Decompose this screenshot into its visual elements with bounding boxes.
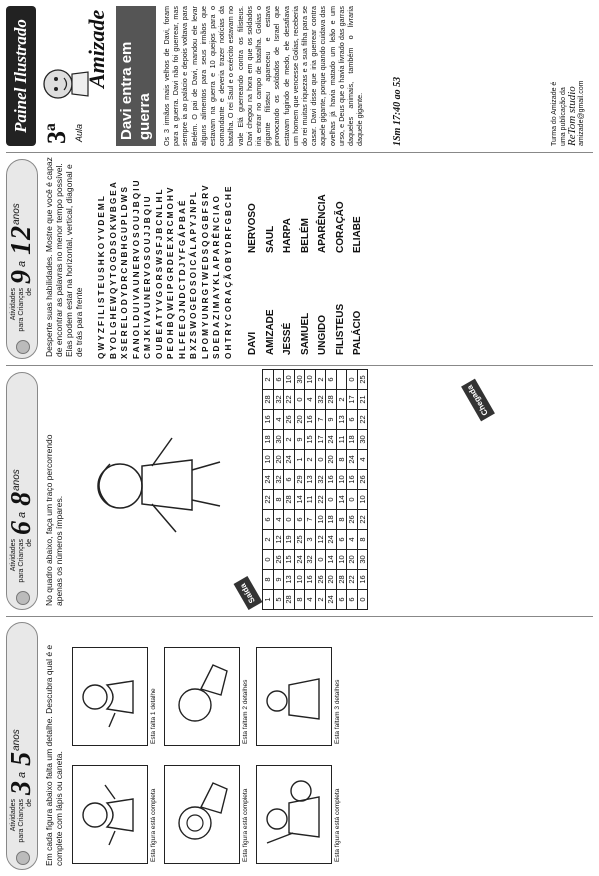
caption-6: Esta faltam 3 detalhes xyxy=(334,679,341,744)
maze-cell[interactable]: 28 xyxy=(284,590,295,610)
maze-cell[interactable]: 18 xyxy=(347,430,358,450)
instructions: Em cada figura abaixo falta um detalhe. Descubra qual é e complete com lápis ou caneta. xyxy=(44,644,64,866)
maze-row xyxy=(284,370,295,610)
maze-cell[interactable]: 28 xyxy=(284,490,295,510)
caption-3: Esta figura está completa xyxy=(242,788,249,862)
maze-cell[interactable]: 21 xyxy=(357,390,368,410)
maze-cell[interactable]: 16 xyxy=(305,410,316,430)
story-column xyxy=(0,0,599,152)
maze-cell[interactable]: 14 xyxy=(326,550,337,570)
maze-cell[interactable]: 32 xyxy=(273,390,284,410)
figure-missing-3[interactable] xyxy=(256,647,332,746)
header-caption: Atividades para Crianças de xyxy=(10,288,33,332)
maze-cell[interactable]: 2 xyxy=(305,450,316,470)
maze-cell[interactable]: 6 xyxy=(347,590,358,610)
maze-cell[interactable]: 22 xyxy=(347,570,358,590)
child-drawing-icon xyxy=(73,766,147,863)
maze-cell[interactable]: 11 xyxy=(336,430,347,450)
maze-cell[interactable]: 25 xyxy=(357,370,368,390)
maze-cell[interactable]: 16 xyxy=(305,570,316,590)
maze-cell[interactable]: 8 xyxy=(357,530,368,550)
maze-cell[interactable]: 17 xyxy=(315,430,326,450)
figure-complete-1 xyxy=(72,765,148,864)
word-list-item: FILISTEUS xyxy=(334,303,346,355)
bullet-icon xyxy=(16,851,30,865)
maze-cell[interactable]: 0 xyxy=(284,510,295,530)
maze-row xyxy=(336,370,347,610)
word-search-row[interactable]: XSERELODYDRCNBHGUPLDWS xyxy=(120,184,129,359)
maze-cell[interactable]: 18 xyxy=(263,430,274,450)
maze-cell[interactable]: 4 xyxy=(305,390,316,410)
word-search-row[interactable]: OHTRYCORAÇÃOBYDRFGBCHE xyxy=(223,184,233,359)
maze-cell[interactable]: 24 xyxy=(326,430,337,450)
word-search-row[interactable]: BXZSWOGEOSOICÁLAPYJNPL xyxy=(189,189,198,359)
word-list-right xyxy=(244,194,367,253)
maze-cell[interactable]: 30 xyxy=(273,430,284,450)
maze-cell[interactable]: 4 xyxy=(305,590,316,610)
maze-cell[interactable]: 22 xyxy=(315,490,326,510)
maze-cell[interactable]: 16 xyxy=(357,570,368,590)
maze-cell[interactable]: 15 xyxy=(305,430,316,450)
story-text: Os 3 irmãos mais velhos de Davi, foram para a guerra. Davi não foi guerrear, mas sempre ia ao palácio e depois voltava para Belém. O pai de Davi, mandou ele levar alguns alimentos para seus irmãos que estavam na guerra e 10 queijos para o comandante e deveria trazer notícias da batalha. O rei Saul e o exército estavam no vale Elá guerreando contra os filisteus. Davi chegou na hora em que os soldados iria entrar no campo de batalha. Golias o gigante filisteu apareceu e estava provocando os soldados de Israel que estavam fugindo de medo, ele desafiava um homem que vencesse Golias, receberia do rei muitas riquezas e a sua filha para se casar. Davi disse que iria guerrear contra aquele gigante, porque quando cuidava das ovelhas já havia matado um leão e um urso, e Deus que o havia livrado das garras daqueles animais, também o livraria daquele gigante. xyxy=(162,6,365,146)
age-separator: a xyxy=(16,260,28,267)
soldier-drawing-icon xyxy=(257,648,331,745)
word-list-item: SAUL xyxy=(264,225,276,253)
age-to: 8 xyxy=(6,490,37,506)
word-search-row[interactable]: OUBEATYVGORSWSFJBCNLHL xyxy=(154,187,164,359)
maze-cell[interactable]: 10 xyxy=(294,570,305,590)
maze-cell[interactable]: 7 xyxy=(315,410,326,430)
bullet-icon xyxy=(16,340,30,354)
maze-cell[interactable]: 8 xyxy=(273,490,284,510)
maze-cell[interactable]: 11 xyxy=(305,490,316,510)
age-from: 3 xyxy=(6,780,37,795)
maze-cell[interactable]: 0 xyxy=(315,450,326,470)
caption-4: Esta faltam 2 detalhes xyxy=(242,679,249,744)
word-search-row[interactable]: PEOHBQWEIPGRDEEXRCMOHV xyxy=(166,185,175,359)
maze-cell[interactable]: 20 xyxy=(347,550,358,570)
age-separator: a xyxy=(16,511,28,518)
maze-cell[interactable]: 8 xyxy=(263,570,274,590)
boy-drawing-icon xyxy=(80,416,230,556)
maze-cell[interactable]: 9 xyxy=(326,410,337,430)
maze-cell[interactable]: 30 xyxy=(357,550,368,570)
maze-cell[interactable]: 24 xyxy=(284,450,295,470)
word-search-row[interactable]: BYOLGHEWQYTOGDSOKWBGEA xyxy=(108,180,118,359)
word-list-left xyxy=(244,304,367,355)
word-list-item: NERVOSO xyxy=(247,203,258,253)
maze-cell[interactable]: 24 xyxy=(263,470,274,490)
maze-cell[interactable]: 10 xyxy=(336,550,347,570)
word-list-item: JESSÉ xyxy=(282,322,293,355)
word-search-row[interactable]: FANOLDUIVAUNERVOSOUJBQIU xyxy=(131,178,141,359)
age-from: 6 xyxy=(6,520,37,535)
figure-missing-1[interactable] xyxy=(72,647,148,746)
aula-number: 3ª xyxy=(42,123,71,144)
studio-logo: ReTom studio xyxy=(566,86,578,146)
footer-email: amizade@gmail.com xyxy=(578,80,585,146)
end-arrow: Chegada xyxy=(461,379,495,422)
word-list-item: DAVI xyxy=(247,331,258,355)
number-maze[interactable] xyxy=(262,369,368,610)
maze-cell[interactable]: 0 xyxy=(347,370,358,390)
maze-cell[interactable] xyxy=(336,370,347,390)
maze-cell[interactable]: 8 xyxy=(336,510,347,530)
bullet-icon xyxy=(16,591,30,605)
maze-cell[interactable]: 9 xyxy=(273,570,284,590)
maze-cell[interactable]: 13 xyxy=(284,570,295,590)
word-list-item: CORAÇÃO xyxy=(334,201,346,253)
maze-cell[interactable]: 20 xyxy=(326,450,337,470)
maze-cell[interactable]: 6 xyxy=(273,370,284,390)
maze-cell[interactable]: 6 xyxy=(347,410,358,430)
section-header xyxy=(6,159,38,359)
maze-cell[interactable]: 6 xyxy=(294,510,305,530)
maze-cell[interactable]: 20 xyxy=(294,410,305,430)
maze-cell[interactable]: 29 xyxy=(294,470,305,490)
maze-cell[interactable]: 10 xyxy=(315,510,326,530)
mascot-icon xyxy=(40,62,90,106)
maze-cell[interactable]: 26 xyxy=(273,550,284,570)
title-banner: Painel Ilustrado xyxy=(6,6,36,146)
word-list-item: APARÊNCIA xyxy=(317,194,328,253)
maze-cell[interactable]: 7 xyxy=(305,510,316,530)
header-caption: Atividades para Crianças de xyxy=(10,799,33,843)
maze-row xyxy=(357,370,368,610)
maze-cell[interactable]: 14 xyxy=(336,490,347,510)
maze-cell[interactable]: 16 xyxy=(326,470,337,490)
age-unit: anos xyxy=(10,729,22,751)
maze-cell[interactable]: 4 xyxy=(273,510,284,530)
word-search-row[interactable]: CMJKIVAUNERVOSOUJJBQIU xyxy=(143,194,152,359)
maze-cell[interactable]: 16 xyxy=(347,470,358,490)
word-list-item: HARPA xyxy=(282,218,293,253)
maze-cell[interactable]: 5 xyxy=(273,590,284,610)
maze-cell[interactable]: 24 xyxy=(294,550,305,570)
maze-row xyxy=(294,370,305,610)
maze-cell[interactable]: 12 xyxy=(273,530,284,550)
maze-row xyxy=(273,370,284,610)
section-header xyxy=(6,622,38,870)
divider xyxy=(6,616,593,617)
maze-cell[interactable]: 32 xyxy=(315,390,326,410)
instructions: Desperte suas habilidades. Mostre que você é capaz de encontrar as palavras no menor tempo possível. Elas podem estar na horizontal, vertical, diagonal e de trás para frente xyxy=(44,157,84,357)
maze-cell[interactable]: 13 xyxy=(336,410,347,430)
maze-cell[interactable]: 10 xyxy=(305,370,316,390)
age-to: 5 xyxy=(6,750,37,766)
maze-cell[interactable]: 28 xyxy=(326,390,337,410)
maze-cell[interactable]: 8 xyxy=(294,590,305,610)
scripture-reference: 1Sm 17:40 ao 53 xyxy=(392,76,403,146)
maze-cell[interactable]: 30 xyxy=(357,430,368,450)
maze-cell[interactable]: 26 xyxy=(284,410,295,430)
maze-cell[interactable]: 17 xyxy=(347,390,358,410)
maze-cell[interactable]: 20 xyxy=(326,570,337,590)
instructions: No quadro abaixo, faça um traço percorrendo apenas os números ímpares. xyxy=(44,434,64,606)
maze-row xyxy=(305,370,316,610)
maze-cell[interactable]: 0 xyxy=(347,490,358,510)
maze-row xyxy=(315,370,326,610)
maze-cell[interactable]: 22 xyxy=(357,510,368,530)
maze-cell[interactable]: 10 xyxy=(357,490,368,510)
maze-cell[interactable]: 22 xyxy=(357,410,368,430)
word-search-row[interactable]: SDEDAZIMAYKLAPARÊNCIAO xyxy=(212,194,221,359)
age-separator: a xyxy=(16,771,28,778)
word-list-item: PALÁCIO xyxy=(352,310,363,355)
maze-cell[interactable]: 32 xyxy=(273,470,284,490)
maze-cell[interactable]: 32 xyxy=(315,470,326,490)
lesson-title: Davi entra em guerra xyxy=(116,6,156,146)
soldier-drawing-icon xyxy=(257,766,331,863)
lion-drawing-icon xyxy=(165,648,239,745)
maze-row xyxy=(347,370,358,610)
maze-row xyxy=(263,370,274,610)
maze-cell[interactable]: 10 xyxy=(284,370,295,390)
caption-1: Esta figura está completa xyxy=(150,788,157,862)
footer-line-1: Turma do Amizade é xyxy=(551,81,558,146)
word-search-row[interactable]: LPOMYUNRGTWEDSQOGBFSRV xyxy=(200,183,210,359)
maze-cell[interactable]: 18 xyxy=(326,510,337,530)
maze-cell[interactable]: 10 xyxy=(263,450,274,470)
section-3-5-anos xyxy=(0,616,599,876)
footer xyxy=(550,6,586,146)
logo-text: Amizade xyxy=(84,9,109,88)
maze-cell[interactable]: 4 xyxy=(347,530,358,550)
maze-cell[interactable]: 25 xyxy=(294,530,305,550)
maze-cell[interactable]: 2 xyxy=(263,530,274,550)
age-from: 9 xyxy=(6,269,37,284)
maze-cell[interactable]: 0 xyxy=(326,490,337,510)
aula-word: Aula xyxy=(74,123,84,142)
word-list-item: UNGIDO xyxy=(317,315,328,355)
maze-cell[interactable]: 15 xyxy=(284,550,295,570)
maze-cell[interactable]: 10 xyxy=(336,470,347,490)
maze-cell[interactable]: 12 xyxy=(315,530,326,550)
lion-drawing-icon xyxy=(165,766,239,863)
age-unit: anos xyxy=(10,469,22,491)
maze-cell[interactable]: 6 xyxy=(336,590,347,610)
maze-cell[interactable]: 6 xyxy=(284,470,295,490)
footer-line-2: uma publicação da xyxy=(560,87,567,146)
word-list-item: BELÉM xyxy=(299,218,311,253)
maze-cell[interactable]: 20 xyxy=(273,450,284,470)
child-drawing-icon xyxy=(73,648,147,745)
maze-cell[interactable]: 0 xyxy=(357,590,368,610)
divider xyxy=(6,365,593,366)
word-search-row[interactable]: QWYZFILISTEUSHKOYVDEML xyxy=(97,194,106,359)
maze-cell[interactable]: 6 xyxy=(326,370,337,390)
maze-cell[interactable]: 1 xyxy=(263,590,274,610)
maze-cell[interactable]: 0 xyxy=(263,550,274,570)
word-list-item: ELIABE xyxy=(352,216,363,253)
maze-cell[interactable]: 8 xyxy=(336,450,347,470)
maze-cell[interactable]: 26 xyxy=(347,510,358,530)
caption-2: Esta falta 1 detalhe xyxy=(150,688,157,744)
age-to: 12 xyxy=(6,224,37,255)
maze-cell[interactable]: 30 xyxy=(294,370,305,390)
maze-cell[interactable]: 2 xyxy=(315,370,326,390)
maze-cell[interactable]: 4 xyxy=(357,450,368,470)
word-list-item: AMIZADE xyxy=(264,309,276,355)
maze-cell[interactable]: 9 xyxy=(294,430,305,450)
maze-cell[interactable]: 22 xyxy=(284,390,295,410)
maze-row xyxy=(326,370,337,610)
maze-cell[interactable]: 26 xyxy=(315,570,326,590)
maze-cell[interactable]: 28 xyxy=(263,390,274,410)
maze-cell[interactable]: 24 xyxy=(347,450,358,470)
section-header xyxy=(6,372,38,610)
word-search-row[interactable]: HLFEEOJNDCTDJYFGÁPBAÉ xyxy=(177,198,187,359)
maze-cell[interactable]: 2 xyxy=(284,430,295,450)
maze-cell[interactable]: 28 xyxy=(336,570,347,590)
section-9-12-anos xyxy=(0,153,599,365)
caption-5: Esta figura está completa xyxy=(334,788,341,862)
maze-cell[interactable]: 3 xyxy=(305,530,316,550)
age-unit: anos xyxy=(10,203,22,225)
word-search-grid[interactable] xyxy=(96,155,234,359)
start-arrow: Saída xyxy=(234,576,263,610)
maze-cell[interactable]: 24 xyxy=(326,590,337,610)
header-caption: Atividades para Crianças de xyxy=(10,539,33,583)
word-list-item: SAMUEL xyxy=(299,312,311,355)
maze-cell[interactable]: 13 xyxy=(305,470,316,490)
maze-cell[interactable]: 24 xyxy=(326,530,337,550)
maze-cell[interactable]: 26 xyxy=(357,470,368,490)
maze-cell[interactable]: 2 xyxy=(336,390,347,410)
maze-cell[interactable]: 16 xyxy=(263,410,274,430)
figure-complete-2 xyxy=(164,765,240,864)
maze-cell[interactable]: 6 xyxy=(336,530,347,550)
figure-missing-2[interactable] xyxy=(164,647,240,746)
maze-cell[interactable]: 14 xyxy=(294,490,305,510)
maze-cell[interactable]: 0 xyxy=(294,390,305,410)
maze-cell[interactable]: 32 xyxy=(305,550,316,570)
maze-cell[interactable]: 2 xyxy=(263,370,274,390)
maze-cell[interactable]: 4 xyxy=(273,410,284,430)
section-6-8-anos xyxy=(0,366,599,616)
figure-complete-3 xyxy=(256,765,332,864)
maze-cell[interactable]: 1 xyxy=(294,450,305,470)
maze-cell[interactable]: 2 xyxy=(315,590,326,610)
maze-cell[interactable]: 0 xyxy=(315,550,326,570)
maze-cell[interactable]: 22 xyxy=(263,490,274,510)
maze-cell[interactable]: 6 xyxy=(263,510,274,530)
maze-cell[interactable]: 19 xyxy=(284,530,295,550)
divider xyxy=(6,152,593,153)
